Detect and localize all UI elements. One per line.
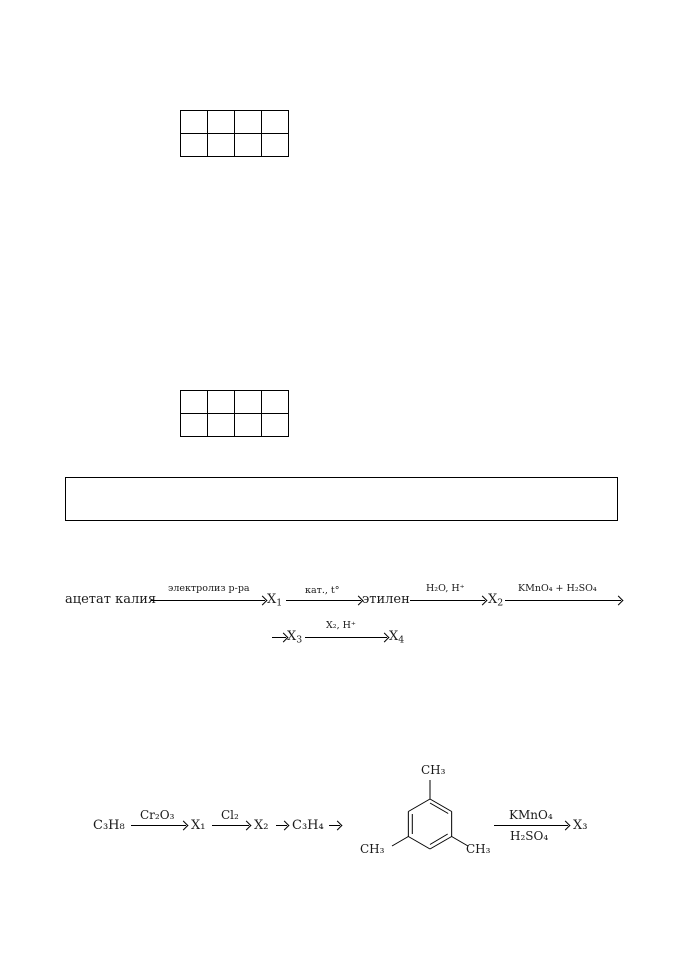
answer-cell[interactable] [181, 391, 208, 414]
arrow-s2-2 [212, 825, 249, 826]
answer-cell[interactable] [262, 414, 289, 437]
condition-oxidation: KMnO₄ + H₂SO₄ [518, 583, 597, 594]
reagent-propyne: C₃H₄ [292, 818, 324, 833]
condition-permanganate: KMnO₄ [509, 808, 553, 822]
condition-hydration: H₂O, H⁺ [426, 583, 465, 594]
arrow-s2-1 [131, 825, 186, 826]
answer-cell[interactable] [262, 134, 289, 157]
arrow-s2-3 [276, 825, 287, 826]
product-x4: $X_4$ [389, 629, 405, 646]
arrow-5 [305, 637, 387, 638]
answer-cell[interactable] [181, 134, 208, 157]
methyl-left: CH₃ [360, 842, 385, 856]
reagent-propane: C₃H₈ [93, 818, 125, 833]
answer-cell[interactable] [235, 134, 262, 157]
answer-cell[interactable] [235, 391, 262, 414]
arrow-3 [410, 600, 485, 601]
reagent-ethylene: этилен [362, 592, 410, 607]
answer-cell[interactable] [208, 134, 235, 157]
answer-box[interactable] [65, 477, 618, 521]
product-x3: $X_3$ [287, 629, 303, 646]
answer-grid-2 [180, 390, 289, 437]
product-s2-x3: X₃ [573, 818, 588, 833]
answer-cell[interactable] [262, 111, 289, 134]
answer-cell[interactable] [181, 111, 208, 134]
condition-esterification: X₂, H⁺ [326, 620, 356, 631]
answer-cell[interactable] [208, 111, 235, 134]
methyl-right: CH₃ [466, 842, 491, 856]
mesitylene-structure [370, 774, 490, 874]
arrow-s2-4 [329, 825, 340, 826]
product-s2-x2: X₂ [254, 818, 269, 833]
condition-catalyst: кат., t° [305, 585, 340, 596]
condition-sulfuric-acid: H₂SO₄ [510, 829, 549, 843]
product-s2-x1: X₁ [191, 818, 206, 833]
answer-grid-1 [180, 110, 289, 157]
condition-electrolysis: электролиз р-ра [168, 583, 250, 594]
answer-cell[interactable] [181, 414, 208, 437]
arrow-1 [151, 600, 265, 601]
product-x1: $X_1$ [267, 592, 283, 609]
condition-chlorine: Cl₂ [221, 808, 239, 822]
answer-cell[interactable] [235, 414, 262, 437]
answer-cell[interactable] [262, 391, 289, 414]
arrow-4 [505, 600, 621, 601]
product-x2: $X_2$ [488, 592, 504, 609]
methyl-top: CH₃ [421, 763, 446, 777]
arrow-s2-5 [494, 825, 568, 826]
arrow-2 [286, 600, 361, 601]
answer-cell[interactable] [208, 414, 235, 437]
answer-cell[interactable] [235, 111, 262, 134]
arrow-continue [272, 637, 286, 638]
condition-chromium-oxide: Cr₂O₃ [140, 808, 175, 822]
answer-cell[interactable] [208, 391, 235, 414]
reagent-potassium-acetate: ацетат калия [65, 592, 157, 607]
